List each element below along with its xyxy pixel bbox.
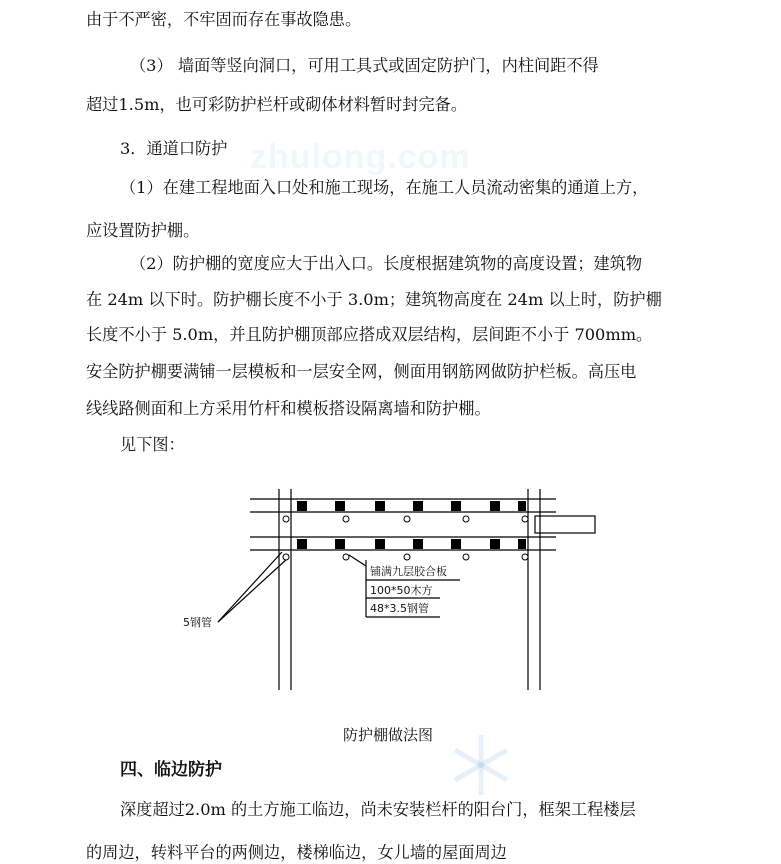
steel-pipe xyxy=(522,554,528,560)
paragraph-line: 超过1.5m，也可彩防护栏杆或砌体材料暂时封完备。 xyxy=(86,95,468,114)
timber-block xyxy=(518,501,526,511)
timber-block xyxy=(451,539,461,549)
timber-block xyxy=(375,539,385,549)
timber-block xyxy=(451,501,461,511)
timber-block xyxy=(297,501,307,511)
steel-pipe xyxy=(343,516,349,522)
watermark-text: zhulong.com xyxy=(250,138,471,176)
timber-block xyxy=(413,539,423,549)
steel-pipe xyxy=(522,516,528,522)
timber-block xyxy=(413,501,423,511)
paragraph-line: 的周边，转料平台的两侧边，楼梯临边，女儿墙的屋面周边 xyxy=(86,843,507,862)
paragraph-line: 安全防护棚要满铺一层模板和一层安全网，侧面用钢筋网做防护栏板。高压电 xyxy=(86,362,637,381)
steel-pipe xyxy=(283,516,289,522)
leader-line xyxy=(349,555,366,566)
paragraph-line: （2）防护棚的宽度应大于出入口。长度根据建筑物的高度设置；建筑物 xyxy=(130,254,643,273)
paragraph-line: 应设置防护棚。 xyxy=(86,221,200,240)
leader-line xyxy=(218,552,282,622)
leader-line xyxy=(218,558,288,622)
steel-pipe xyxy=(463,554,469,560)
timber-block xyxy=(518,539,526,549)
steel-pipe xyxy=(343,554,349,560)
timber-block xyxy=(375,501,385,511)
timber-block xyxy=(297,539,307,549)
paragraph-line: 见下图： xyxy=(120,435,185,454)
protruding-member xyxy=(535,516,595,533)
label-pipe-left: 5钢管 xyxy=(183,616,212,629)
paragraph-line: 3．通道口防护 xyxy=(120,139,228,158)
timber-block xyxy=(490,501,500,511)
paragraph-line: 由于不严密，不牢固而存在事故隐患。 xyxy=(86,10,362,29)
steel-pipe xyxy=(404,516,410,522)
paragraph-line: 长度不小于 5.0m，并且防护棚顶部应搭成双层结构，层间距不小于 700mm。 xyxy=(86,325,653,344)
paragraph-line: 在 24m 以下时。防护棚长度不小于 3.0m；建筑物高度在 24m 以上时，防护棚 xyxy=(86,290,662,309)
timber-block xyxy=(335,539,345,549)
steel-pipe xyxy=(404,554,410,560)
paragraph-line: （1）在建工程地面入口处和施工现场，在施工人员流动密集的通道上方， xyxy=(120,178,649,197)
steel-pipe xyxy=(463,516,469,522)
timber-block xyxy=(335,501,345,511)
timber-block xyxy=(490,539,500,549)
label-board: 铺满九层胶合板 xyxy=(370,565,447,578)
figure-caption: 防护棚做法图 xyxy=(343,726,434,744)
paragraph-line: 深度超过2.0m 的土方施工临边，尚未安装栏杆的阳台门，框架工程楼层 xyxy=(120,800,636,819)
label-pipe-dim: 48*3.5钢管 xyxy=(370,602,429,615)
paragraph-line: 线线路侧面和上方采用竹杆和模板搭设隔离墙和防护棚。 xyxy=(86,399,491,418)
steel-pipe xyxy=(283,554,289,560)
label-timber: 100*50木方 xyxy=(370,584,433,597)
section-heading: 四、临边防护 xyxy=(120,760,222,780)
paragraph-line: （3） 墙面等竖向洞口，可用工具式或固定防护门，内柱间距不得 xyxy=(130,56,599,75)
